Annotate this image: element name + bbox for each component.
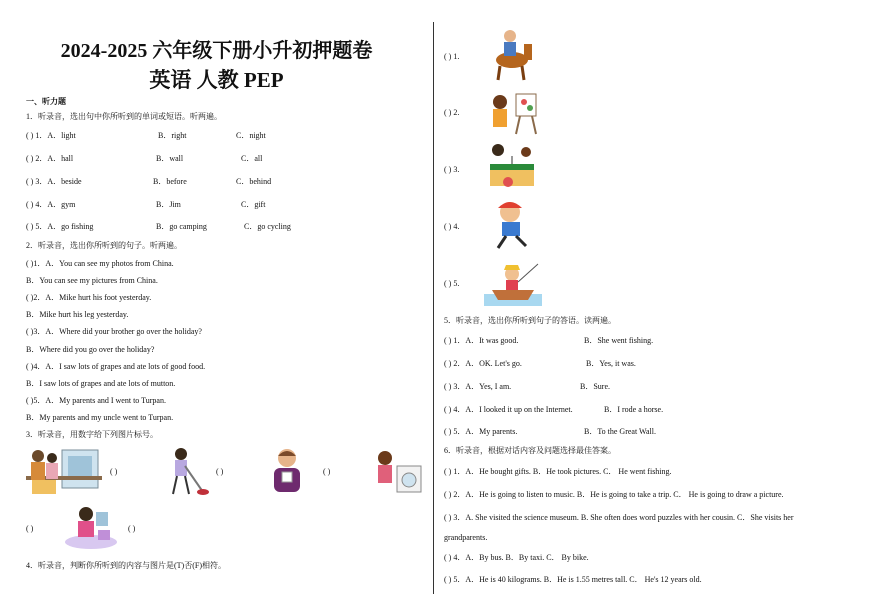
q6-line-2: ( ) 2．A．He is going to listen to music. B．He is going to take a trip. C． He is going to draw a picture. xyxy=(444,490,784,499)
q4-item-3: ( ) 3. xyxy=(444,165,460,174)
children-drawing-picture xyxy=(484,88,540,136)
q2-line-2: B．You can see my pictures from China. xyxy=(26,276,158,285)
q2-stem: 2．听录音，选出你所听到的句子。听两遍。 xyxy=(26,241,182,250)
child-skating-picture xyxy=(488,196,536,252)
q2-line-8: B．I saw lots of grapes and ate lots of mutton. xyxy=(26,379,176,388)
boy-riding-horse-picture xyxy=(484,26,540,82)
q3-blank-2: ( ) xyxy=(216,467,224,476)
playing-ping-pong-picture xyxy=(486,142,538,194)
q6-stem: 6．听录音，根据对话内容及问题选择最佳答案。 xyxy=(444,446,616,455)
q1-stem: 1．听录音，选出句中你所听到的单词或短语。听两遍。 xyxy=(26,112,222,121)
q3-blank-4: ( ) xyxy=(26,524,34,533)
q2-line-10: B．My parents and my uncle went to Turpan. xyxy=(26,413,174,422)
q2-line-3: ( )2．A．Mike hurt his foot yesterday. xyxy=(26,293,152,302)
q2-line-4: B．Mike hurt his leg yesterday. xyxy=(26,310,129,319)
q4-item-4: ( ) 4. xyxy=(444,222,460,231)
page-title: 2024-2025 六年级下册小升初押题卷 xyxy=(60,40,373,62)
q6-line-3: ( ) 3．A. She visited the science museum. B. She often does word puzzles with her cousin. C．She visits her xyxy=(444,513,794,522)
man-drinking-picture xyxy=(266,446,308,496)
q2-line-7: ( )4．A．I saw lots of grapes and ate lots of good food. xyxy=(26,362,206,371)
q4-item-2: ( ) 2. xyxy=(444,108,460,117)
q3-blank-5: ( ) xyxy=(128,524,136,533)
q2-line-5: ( )3．A．Where did your brother go over the holiday? xyxy=(26,327,202,336)
q4-item-1: ( ) 1. xyxy=(444,52,460,61)
q2-line-9: ( )5．A．My parents and I went to Turpan. xyxy=(26,396,166,405)
girl-washing-clothes-picture xyxy=(371,448,425,494)
q3-stem: 3．听录音，用数字给下列图片标号。 xyxy=(26,430,158,439)
column-divider xyxy=(433,22,434,594)
q6-line-1: ( ) 1．A．He bought gifts. B．He took pictures. C． He went fishing. xyxy=(444,467,672,476)
q6-line-6: ( ) 5．A．He is 40 kilograms. B．He is 1.55 metres tall. C． He's 12 years old. xyxy=(444,575,702,584)
q5-stem: 5．听录音，选出你所听到句子的答语。读两遍。 xyxy=(444,316,616,325)
q2-line-1: ( )1．A．You can see my photos from China. xyxy=(26,259,174,268)
section-listening-heading: 一、听力题 xyxy=(26,97,66,106)
q4-stem: 4．听录音，判断你所听到的内容与图片是(T)否(F)相符。 xyxy=(26,561,226,570)
boy-fishing-boat-picture xyxy=(484,256,542,308)
q6-line-5: ( ) 4．A．By bus. B．By taxi. C． By bike. xyxy=(444,553,589,562)
q2-line-6: B．Where did you go over the holiday? xyxy=(26,345,155,354)
girl-reading-picture xyxy=(64,502,118,550)
girl-sweeping-picture xyxy=(155,446,211,498)
q6-line-4: grandparents. xyxy=(444,533,488,542)
q3-blank-3: ( ) xyxy=(323,467,331,476)
family-computer-picture xyxy=(26,446,102,496)
q3-blank-1: ( ) xyxy=(110,467,118,476)
q4-item-5: ( ) 5. xyxy=(444,279,460,288)
page-subtitle: 英语 人教 PEP xyxy=(149,68,284,92)
